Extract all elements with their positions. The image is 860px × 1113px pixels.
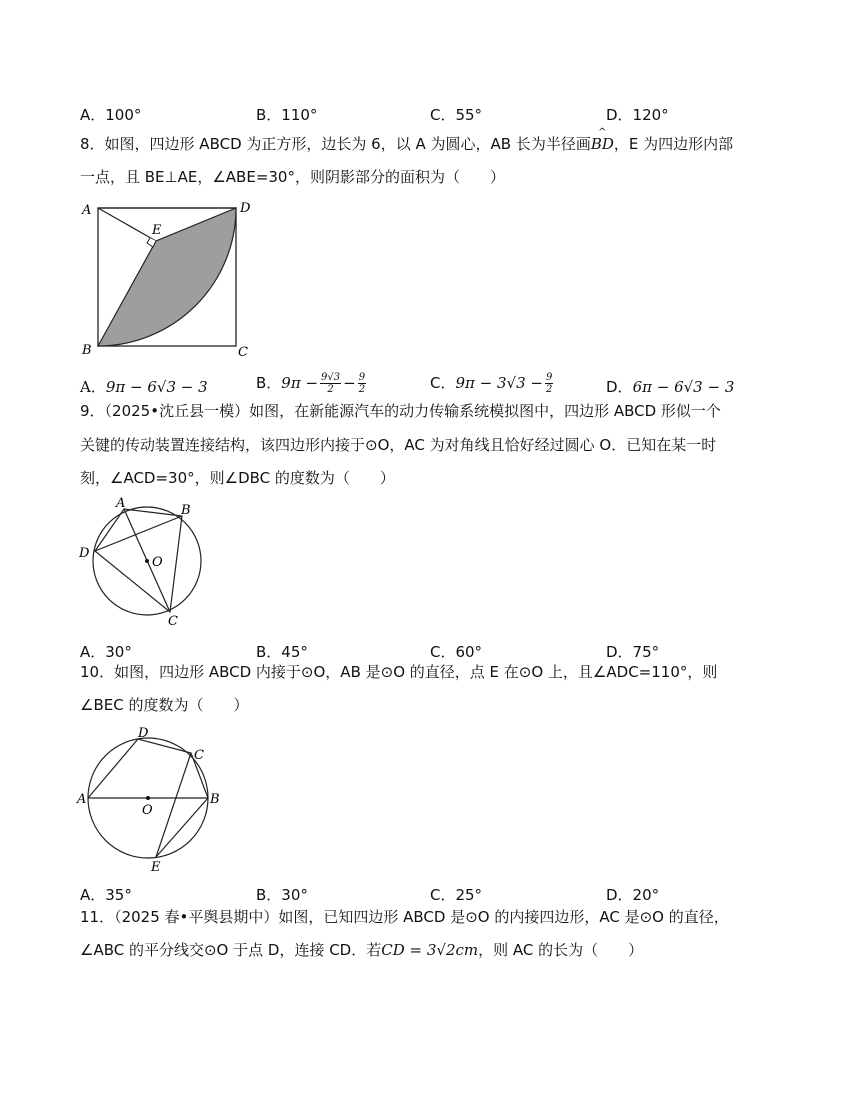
q9-question-line3: 刻，∠ACD=30°，则∠DBC 的度数为（ ） [80, 469, 395, 487]
q7-option-c: C．55° [430, 106, 483, 124]
q8-label-b: B [82, 343, 92, 358]
q9-figure [78, 495, 208, 630]
q10-option-a: A．35° [80, 886, 132, 904]
q7-option-a: A．100° [80, 106, 142, 124]
q9-label-d: D [79, 546, 90, 561]
q8-option-b: B．9π − $\frac{9√3}{2}$ − $\frac{9}{2}$ [256, 372, 366, 395]
q8-question-line2: 一点，且 BE⊥AE，∠ABE=30°，则阴影部分的面积为（ ） [80, 168, 505, 186]
q8-option-a: A．9π − 6√3 − 3 [80, 378, 208, 396]
q8-label-a: A [82, 203, 92, 218]
q11-math-cd: CD = 3√2cm [381, 941, 479, 959]
q9-option-b: B．45° [256, 643, 308, 661]
q10-figure [76, 723, 224, 873]
q10-label-o: O [142, 803, 153, 818]
q10-label-b: B [210, 792, 220, 807]
q10-label-e: E [151, 860, 161, 873]
q7-option-d: D．120° [606, 106, 669, 124]
q8-option-c: C．9π − 3√3 − $\frac{9}{2}$ [430, 372, 553, 395]
q9-option-d: D．75° [606, 643, 660, 661]
q8-text-pre: 8．如图，四边形 ABCD 为正方形，边长为 6，以 A 为圆心，AB 长为半径画 [80, 135, 591, 153]
q9-label-b: B [181, 503, 191, 518]
q10-label-a: A [77, 792, 87, 807]
q8-label-c: C [238, 345, 248, 360]
q11-question-line2: ∠ABC 的平分线交⊙O 于点 D，连接 CD．若CD = 3√2cm，则 AC 的长为（ ） [80, 941, 644, 959]
q9-question-line2: 关键的传动装置连接结构，该四边形内接于⊙O，AC 为对角线且恰好经过圆心 O．已知在某一时 [80, 436, 717, 454]
q9-label-c: C [168, 614, 178, 629]
q9-question-line1: 9．（2025•沈丘县一模）如图，在新能源汽车的动力传输系统模拟图中，四边形 ABCD 形似一个 [80, 402, 721, 420]
q8-arc-bd: ^ BD [590, 127, 614, 153]
q10-option-b: B．30° [256, 886, 308, 904]
q10-label-c: C [194, 748, 204, 763]
q10-label-d: D [138, 726, 149, 741]
q8-question-line1 [80, 127, 734, 155]
q9-option-a: A．30° [80, 643, 132, 661]
q8-option-d: D．6π − 6√3 − 3 [606, 378, 735, 396]
q8-label-e: E [152, 223, 162, 238]
q9-label-a: A [116, 496, 126, 511]
q8-figure [78, 198, 258, 360]
q8-label-d: D [240, 201, 251, 216]
q7-option-b: B．110° [256, 106, 318, 124]
q10-option-c: C．25° [430, 886, 483, 904]
q10-question-line2: ∠BEC 的度数为（ ） [80, 696, 249, 714]
q10-question-line1: 10．如图，四边形 ABCD 内接于⊙O，AB 是⊙O 的直径，点 E 在⊙O 上，且∠ADC=110°，则 [80, 663, 718, 681]
q9-option-c: C．60° [430, 643, 483, 661]
q11-question-line1: 11．（2025 春•平舆县期中）如图，已知四边形 ABCD 是⊙O 的内接四边形，AC 是⊙O 的直径， [80, 908, 729, 926]
q10-option-d: D．20° [606, 886, 660, 904]
q8-text-post: ，E 为四边形内部 [613, 135, 734, 153]
q9-label-o: O [152, 555, 163, 570]
